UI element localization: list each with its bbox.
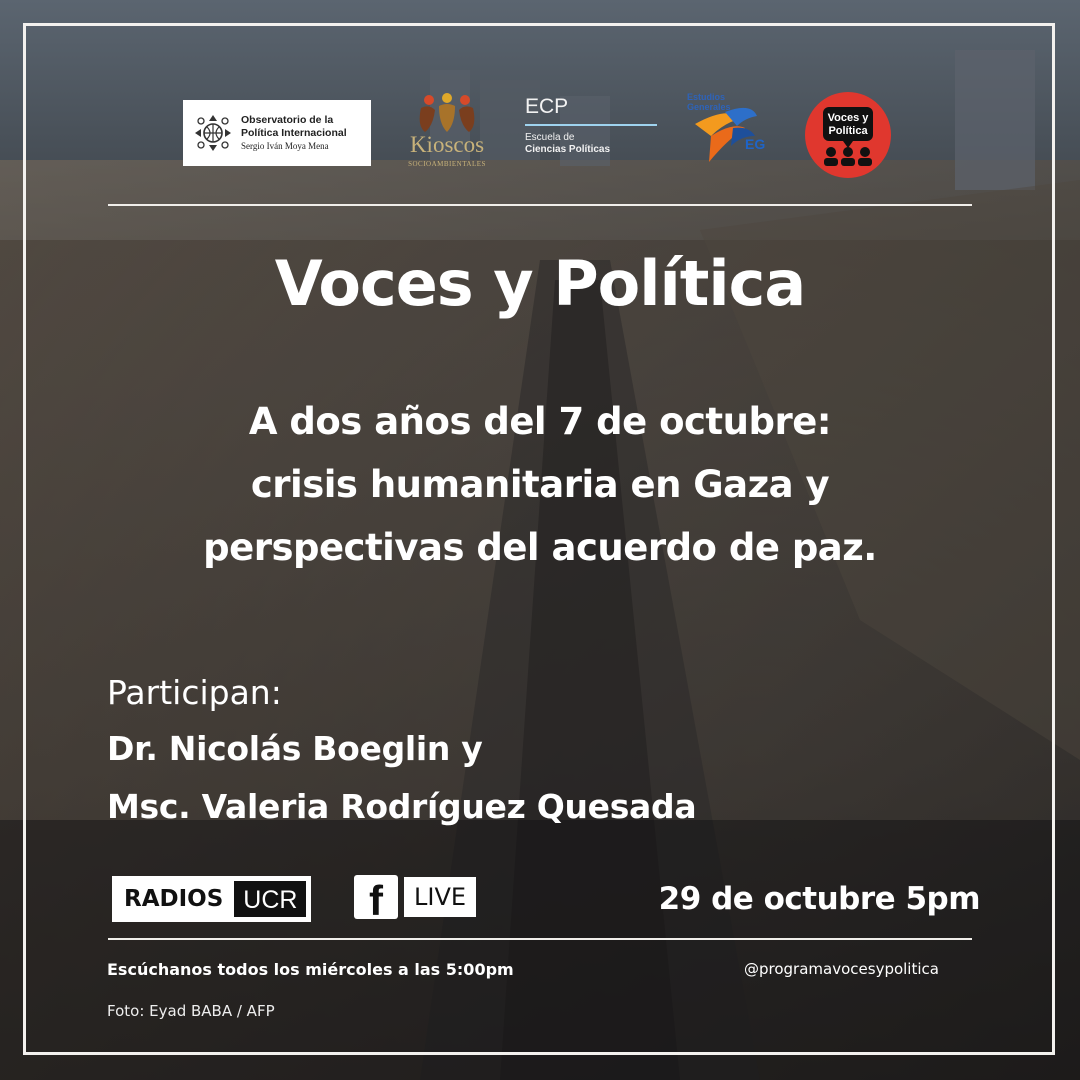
observatorio-line2: Política Internacional	[241, 127, 347, 139]
facebook-f-icon: f	[354, 875, 398, 919]
ecp-rule	[525, 124, 657, 126]
partner-logos	[183, 92, 903, 178]
bottom-divider	[108, 938, 972, 940]
ecp-line2: Ciencias Políticas	[525, 144, 611, 155]
logo-observatorio	[183, 100, 371, 166]
voces-line2: Política	[828, 125, 868, 137]
globe-emblem-icon	[193, 113, 233, 153]
logo-voces-y-politica	[805, 92, 891, 178]
logo-estudios-generales	[681, 92, 769, 178]
eg-text: Estudios Generales	[687, 92, 731, 112]
subtitle-line-2: crisis humanitaria en Gaza y	[250, 463, 830, 506]
observatorio-line1: Observatorio de la	[241, 114, 334, 126]
voces-line1: Voces y	[827, 112, 869, 124]
ucr-word: UCR	[233, 880, 307, 918]
participants-label: Participan:	[107, 673, 282, 712]
radios-word: RADIOS	[114, 878, 231, 920]
program-title: Voces y Política	[274, 247, 806, 320]
top-divider	[108, 204, 972, 206]
radios-ucr-logo	[112, 876, 311, 922]
episode-subtitle	[40, 390, 1040, 579]
logo-kioscos	[403, 92, 491, 178]
subtitle-line-1: A dos años del 7 de octubre:	[248, 400, 832, 443]
observatorio-line3: Sergio Iván Moya Mena	[241, 141, 329, 151]
logo-ecp	[525, 96, 665, 166]
eg-mark: EG	[745, 136, 766, 152]
event-date: 29 de octubre 5pm	[658, 881, 980, 917]
social-handle: @programavocesypolitica	[744, 960, 939, 978]
participant-name: Dr. Nicolás Boeglin y	[107, 729, 483, 768]
subtitle-line-3: perspectivas del acuerdo de paz.	[203, 526, 877, 569]
photo-credit: Foto: Eyad BABA / AFP	[107, 1002, 275, 1020]
participant-name: Msc. Valeria Rodríguez Quesada	[107, 787, 697, 826]
ecp-title: ECP	[525, 95, 569, 118]
ecp-line1: Escuela de	[525, 132, 575, 143]
schedule-note: Escúchanos todos los miércoles a las 5:00pm	[107, 960, 514, 979]
kioscos-word: Kioscos	[409, 132, 485, 157]
facebook-live-logo	[354, 875, 476, 919]
kioscos-sub: SOCIOAMBIENTALES	[408, 160, 486, 168]
kioscos-figures-icon	[403, 92, 491, 136]
eg-wings-icon	[681, 92, 769, 178]
live-word: LIVE	[404, 877, 476, 917]
